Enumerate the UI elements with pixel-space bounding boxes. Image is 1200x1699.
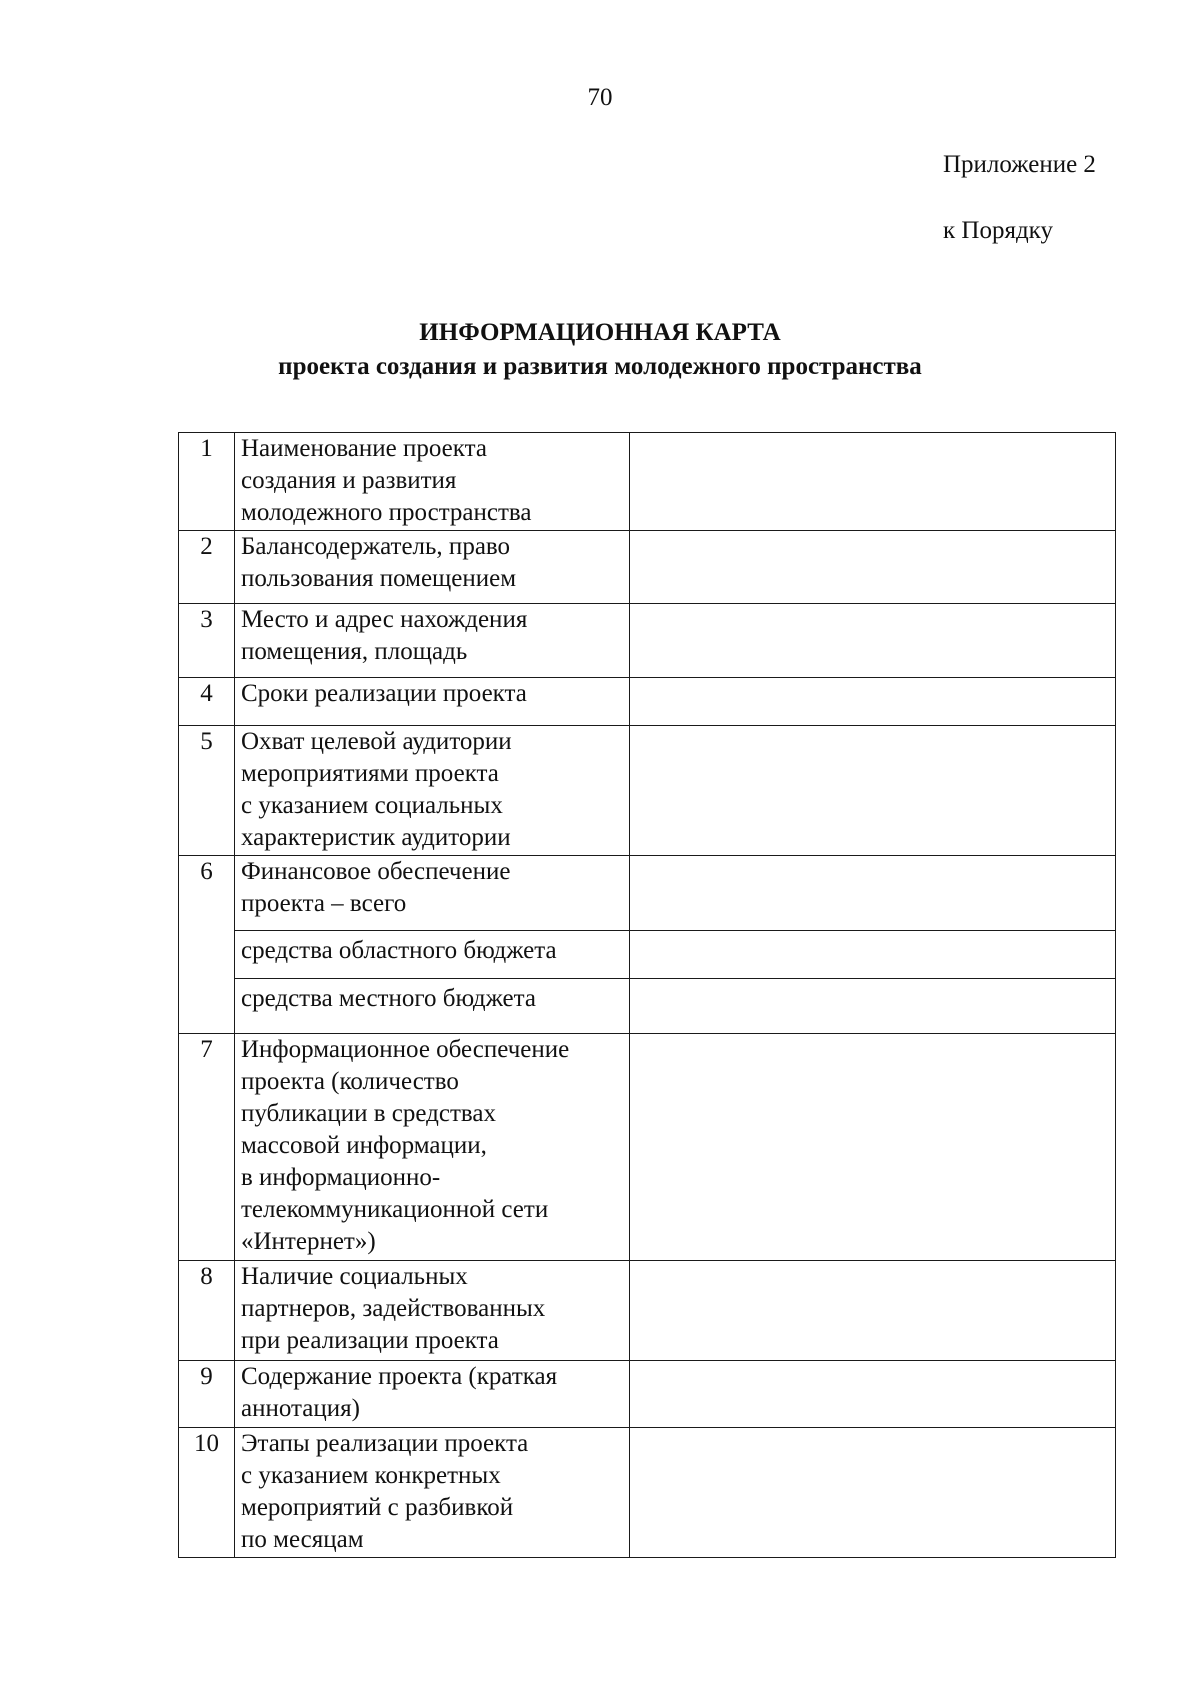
row-label: Этапы реализации проекта с указанием конкретных мероприятий с разбивкой по месяцам (235, 1428, 630, 1558)
row-value-cell[interactable] (630, 856, 1116, 931)
row-number: 10 (179, 1428, 235, 1558)
row-value-cell[interactable] (630, 1034, 1116, 1261)
row-label: Содержание проекта (краткая аннотация) (235, 1361, 630, 1428)
subrow-label: средства местного бюджета (235, 979, 630, 1034)
row-label: Охват целевой аудитории мероприятиями проекта с указанием социальных характеристик аудитории (235, 726, 630, 856)
row-label: Сроки реализации проекта (235, 678, 630, 726)
row-value-cell[interactable] (630, 1428, 1116, 1558)
row-number: 3 (179, 604, 235, 678)
row-label: Информационное обеспечение проекта (количество публикации в средствах массовой информации, в информационно- телекоммуникационной сети «Интернет») (235, 1034, 630, 1261)
row-number: 6 (179, 856, 235, 1034)
info-card-table (178, 432, 1116, 1558)
table-row (179, 1034, 1116, 1261)
row-number: 7 (179, 1034, 235, 1261)
subrow-value-cell[interactable] (630, 979, 1116, 1034)
row-value-cell[interactable] (630, 433, 1116, 531)
row-label: Наличие социальных партнеров, задействованных при реализации проекта (235, 1261, 630, 1361)
table-row (179, 433, 1116, 531)
row-label: Балансодержатель, право пользования помещением (235, 531, 630, 604)
document-title: ИНФОРМАЦИОННАЯ КАРТА (419, 319, 781, 346)
table-row (179, 856, 1116, 931)
row-value-cell[interactable] (630, 531, 1116, 604)
page-number: 70 (587, 84, 613, 111)
document-subtitle: проекта создания и развития молодежного пространства (278, 353, 922, 380)
row-label: Место и адрес нахождения помещения, площадь (235, 604, 630, 678)
row-number: 9 (179, 1361, 235, 1428)
table-row (179, 604, 1116, 678)
row-value-cell[interactable] (630, 678, 1116, 726)
row-value-cell[interactable] (630, 726, 1116, 856)
subrow-value-cell[interactable] (630, 931, 1116, 979)
table-row (179, 1428, 1116, 1558)
row-number: 1 (179, 433, 235, 531)
to-order-label: к Порядку (943, 217, 1053, 244)
appendix-label: Приложение 2 (943, 151, 1096, 178)
row-label: Финансовое обеспечение проекта – всего (235, 856, 630, 931)
row-number: 2 (179, 531, 235, 604)
row-value-cell[interactable] (630, 1261, 1116, 1361)
table-row (179, 726, 1116, 856)
row-label: Наименование проекта создания и развития молодежного пространства (235, 433, 630, 531)
table-subrow (179, 979, 1116, 1034)
row-value-cell[interactable] (630, 1361, 1116, 1428)
table-subrow (179, 931, 1116, 979)
table-row (179, 531, 1116, 604)
row-number: 4 (179, 678, 235, 726)
subrow-label: средства областного бюджета (235, 931, 630, 979)
table-row (179, 678, 1116, 726)
row-number: 5 (179, 726, 235, 856)
row-value-cell[interactable] (630, 604, 1116, 678)
table-row (179, 1361, 1116, 1428)
row-number: 8 (179, 1261, 235, 1361)
table-row (179, 1261, 1116, 1361)
